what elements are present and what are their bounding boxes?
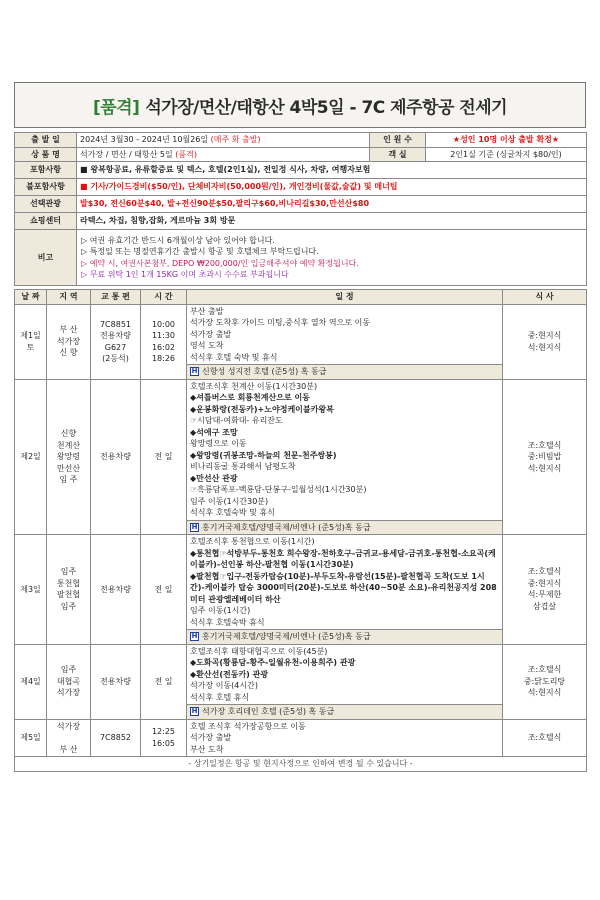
meals-cell: 중:현지식 석:현지식 (503, 304, 587, 379)
meals-cell: 조:호텔식 중:현지식 석:무제한 삼겹살 (503, 535, 587, 645)
hotel-icon: H (191, 367, 198, 376)
hotel-line (187, 364, 502, 379)
schedule-row (15, 644, 587, 719)
schedule-line: 호텔조식후 천계산 이동(1시간30분) (190, 381, 318, 391)
remark-item: ▷ 여권 유효기간 반드시 6개월이상 남아 있어야 합니다. (81, 235, 275, 245)
info-table (14, 132, 587, 286)
remark-item: ▷ 무료 위탁 1인 1개 15KG 이며 초과시 수수료 부과됩니다 (81, 270, 289, 279)
day-cell: 제4일 (15, 644, 47, 719)
schedule-line: 부산 출발 (190, 306, 224, 316)
hotel-icon: H (191, 707, 198, 716)
document-title (14, 82, 586, 128)
schedule-line: 석식후 호텔 휴식 (190, 692, 250, 702)
schedule-detail-cell (187, 535, 503, 645)
region-cell: 임주 통천협 팔천협 임주 (47, 535, 91, 645)
time-cell: 12:25 16:05 (141, 719, 187, 757)
schedule-line: 호텔조식후 태항대협곡으로 이동(45분) (190, 646, 328, 656)
schedule-table (14, 289, 587, 772)
schedule-row (15, 379, 587, 535)
option-value: 발$30, 전신60분$40, 발+전신90분$50,팔리구$60,비나리길$30,만선산$80 (77, 196, 587, 213)
meals-cell: 조:호텔식 (503, 719, 587, 757)
option-label: 선택관광 (15, 196, 77, 213)
col-header-transport: 교 통 편 (91, 290, 141, 305)
transport-cell: 전용차량 (91, 535, 141, 645)
hotel-line (187, 629, 502, 644)
schedule-line: ◆팔천협☞입구-전동카탑승(10분)-부두도착-유람선(15분)-팔천협곡 도착(도보 1시간)-케이블카 탑승 3000미터(20분)-도보로 하산(40~50분 소요)-유리천공지성 208미터 관광엘레베이터 하산 (190, 571, 497, 604)
hotel-line (187, 520, 502, 535)
schedule-row (15, 535, 587, 645)
schedule-detail-cell (187, 379, 503, 535)
day-cell: 제2일 (15, 379, 47, 535)
schedule-line: 호텔 조식후 석가장공항으로 이동 (190, 721, 306, 731)
col-header-date: 날 짜 (15, 290, 47, 305)
schedule-line: 석가장 출발 (190, 733, 232, 742)
schedule-line: ☞시담대-여화대- 유리잔도 (190, 416, 283, 425)
itinerary-page (14, 82, 586, 772)
schedule-detail-cell (187, 644, 503, 719)
col-header-schedule: 일 정 (187, 290, 503, 305)
title-tag: [품격] (92, 97, 140, 118)
schedule-detail-cell (187, 304, 503, 379)
schedule-detail-cell (187, 719, 503, 757)
day-cell: 제3일 (15, 535, 47, 645)
time-cell: 전 일 (141, 379, 187, 535)
excluded-label: 불포함사항 (15, 179, 77, 196)
hotel-line (187, 704, 502, 719)
schedule-line: ◆만선산 관광 (190, 473, 238, 483)
meals-cell: 조:호텔식 중:닭도리탕 석:현지식 (503, 644, 587, 719)
day-cell: 제5일 (15, 719, 47, 757)
schedule-row (15, 304, 587, 379)
meals-cell: 조:호텔식 중:비빔밥 석:현지식 (503, 379, 587, 535)
remarks-list (77, 230, 587, 286)
schedule-line: 호텔조식후 통천협으로 이동(1시간) (190, 537, 315, 546)
shopping-value: 라텍스, 차집, 침향,잡화, 게르마늄 3회 방문 (77, 213, 587, 230)
schedule-line: ◆운봉화랑(전동카)+노야정케이블카왕복 (190, 404, 334, 414)
region-cell: 임주 대협곡 석가장 (47, 644, 91, 719)
time-cell: 전 일 (141, 535, 187, 645)
hotel-icon: H (191, 522, 198, 531)
region-cell: 신향 천계산 왕망령 만선산 임 주 (47, 379, 91, 535)
schedule-row (15, 719, 587, 757)
transport-cell: 7C8851 전용차량 G627 (2등석) (91, 304, 141, 379)
hotel-icon: H (191, 632, 198, 641)
schedule-line: 석식후 호텔숙박 휴식 (190, 617, 265, 627)
schedule-line: 석식후 호텔숙박 및 휴식 (190, 508, 275, 517)
region-cell: 부 산 석가장 신 향 (47, 304, 91, 379)
remark-item: ▷ 예약 시, 여권사본첨부, DEPO ₩200,000/인 입금해주셔야 예약 확정됩니다. (81, 258, 359, 268)
time-cell: 10:00 11:30 16:02 18:26 (141, 304, 187, 379)
included-label: 포함사항 (15, 162, 77, 179)
schedule-line: 부산 도착 (190, 744, 224, 754)
schedule-line: 임주 이동(1시간30분) (190, 496, 269, 506)
col-header-meals: 식 사 (503, 290, 587, 305)
schedule-line: 비나리동굴 통과해서 남평도착 (190, 462, 296, 471)
schedule-line: ☞흑룡담폭포-백룡담-단봉구-일월성석(1시간30분) (190, 485, 367, 494)
transport-cell: 전용차량 (91, 379, 141, 535)
hotel-name: 신향성 성지전 호텔 (준5성) 혹 동급 (202, 367, 327, 376)
schedule-line: ◆통천협☞석방부두-통천호 희수왕장-천하호구-금귀교-용세담-금귀호-통천협-소요곡(케이블카)-선인봉 하산-팔천협 이동(1시간30분) (190, 548, 496, 569)
schedule-line: 석가장 도착후 가이드 미팅,중식후 열차 역으로 이동 (190, 318, 371, 327)
schedule-line: ◆왕망령(귀봉조망-하늘의 천문-천주쌍봉) (190, 450, 337, 460)
day-cell: 제1일 토 (15, 304, 47, 379)
remark-item: ▷ 특정일 또는 명절연휴기간 출발시 항공 및 호텔체크 부탁드립니다. (81, 247, 319, 256)
departure-value: 2024년 3월30 - 2024년 10월26일 (매주 화 출발) (77, 133, 370, 148)
transport-cell: 전용차량 (91, 644, 141, 719)
product-value: 석가장 / 면산 / 태항산 5일 (품격) (77, 147, 370, 162)
departure-label: 출 발 일 (15, 133, 77, 148)
time-cell: 전 일 (141, 644, 187, 719)
people-label: 인 원 수 (370, 133, 426, 148)
schedule-line: ◆셔틀버스로 회룡천계산으로 이동 (190, 393, 310, 402)
schedule-line: ◆석애구 조망 (190, 427, 238, 437)
schedule-footer-note: - 상기일정은 항공 및 현지사정으로 인하여 변경 될 수 있습니다 - (15, 757, 587, 772)
col-header-time: 시 간 (141, 290, 187, 305)
room-value: 2인1실 기준 (싱글차지 $80/인) (426, 147, 587, 162)
schedule-line: ◆도화곡(황룡담-황주-일월유천-이용희주) 관광 (190, 658, 356, 667)
shopping-label: 쇼핑센터 (15, 213, 77, 230)
people-value: ★성인 10명 이상 출발 확정★ (426, 133, 587, 148)
transport-cell: 7C8852 (91, 719, 141, 757)
region-cell: 석가장 부 산 (47, 719, 91, 757)
schedule-line: 영석 도착 (190, 341, 224, 350)
hotel-name: 홍기거국제호텔/양명국제/비엔나 (준5성)혹 동급 (202, 522, 371, 532)
hotel-name: 홍기거국제호텔/양명국제/비엔나 (준5성)혹 동급 (202, 632, 371, 641)
schedule-line: 석가장 이동(4시간) (190, 681, 258, 690)
room-label: 객 실 (370, 147, 426, 162)
schedule-line: 석식후 호텔 숙박 및 휴식 (190, 352, 278, 362)
product-label: 상 품 명 (15, 147, 77, 162)
schedule-line: ◆환산선(전동카) 관광 (190, 669, 269, 679)
col-header-region: 지 역 (47, 290, 91, 305)
remarks-label: 비고 (15, 230, 77, 286)
schedule-line: 석가장 출발 (190, 329, 232, 339)
title-text: 석가장/면산/태항산 4박5일 - 7C 제주항공 전세기 (145, 97, 508, 118)
hotel-name: 석가장 호리데인 호텔 (준5성) 혹 동급 (202, 707, 335, 716)
included-value: ■ 왕복항공료, 유류할증료 및 텍스, 호텔(2인1실), 전일정 식사, 차량, 여행자보험 (77, 162, 587, 179)
schedule-line: 왕망령으로 이동 (190, 439, 247, 448)
excluded-value: ■ 기사/가이드경비($50/인), 단체비자비(50,000원/인), 개인경비(물값,술값) 및 매너팁 (77, 179, 587, 196)
schedule-line: 임주 이동(1시간) (190, 606, 251, 615)
